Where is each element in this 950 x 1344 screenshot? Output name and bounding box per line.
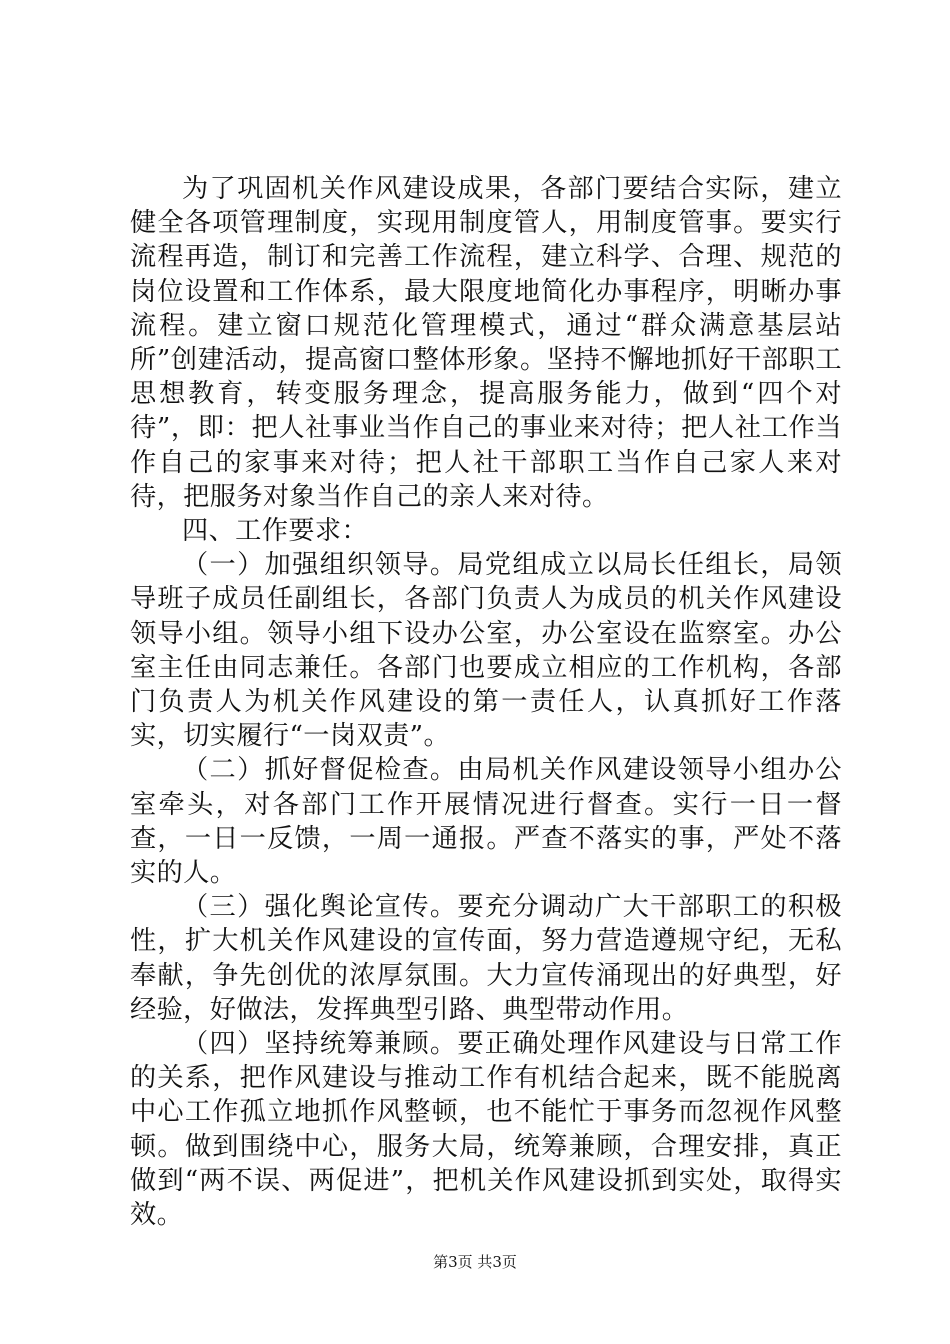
- document-body: [130, 172, 842, 1232]
- paragraph-overall-planning: （四）坚持统筹兼顾。要正确处理作风建设与日常工作的关系，把作风建设与推动工作有机结合起来，既不能脱离中心工作孤立地抓作风整顿，也不能忙于事务而忽视作风整顿。做到围绕中心，服务大局，统筹兼顾，合理安排，真正做到“两不误、两促进”，把机关作风建设抓到实处，取得实效。: [130, 1029, 842, 1231]
- page-number-footer: 第3页 共3页: [433, 1253, 517, 1271]
- paragraph-system-building: 为了巩固机关作风建设成果，各部门要结合实际，建立健全各项管理制度，实现用制度管人，用制度管事。要实行流程再造，制订和完善工作流程，建立科学、合理、规范的岗位设置和工作体系，最大限度地简化办事程序，明晰办事流程。建立窗口规范化管理模式，通过“群众满意基层站所”创建活动，提高窗口整体形象。坚持不懈地抓好干部职工思想教育，转变服务理念，提高服务能力，做到“四个对待”，即：把人社事业当作自己的事业来对待；把人社工作当作自己的家事来对待；把人社干部职工当作自己家人来对待，把服务对象当作自己的亲人来对待。: [130, 174, 842, 512]
- paragraph-publicity: （三）强化舆论宣传。要充分调动广大干部职工的积极性，扩大机关作风建设的宣传面，努力营造遵规守纪，无私奉献，争先创优的浓厚氛围。大力宣传涌现出的好典型，好经验，好做法，发挥典型引路、典型带动作用。: [130, 892, 842, 1025]
- paragraph-supervision-inspection: （二）抓好督促检查。由局机关作风建设领导小组办公室牵头，对各部门工作开展情况进行督查。实行一日一督查，一日一反馈，一周一通报。严查不落实的事，严处不落实的人。: [130, 755, 842, 889]
- paragraph-organization-leadership: （一）加强组织领导。局党组成立以局长任组长，局领导班子成员任副组长，各部门负责人为成员的机关作风建设领导小组。领导小组下设办公室，办公室设在监察室。办公室主任由同志兼任。各部门也要成立相应的工作机构，各部门负责人为机关作风建设的第一责任人，认真抓好工作落实，切实履行“一岗双责”。: [130, 550, 842, 752]
- section-heading-work-requirements: 四、工作要求：: [182, 516, 369, 547]
